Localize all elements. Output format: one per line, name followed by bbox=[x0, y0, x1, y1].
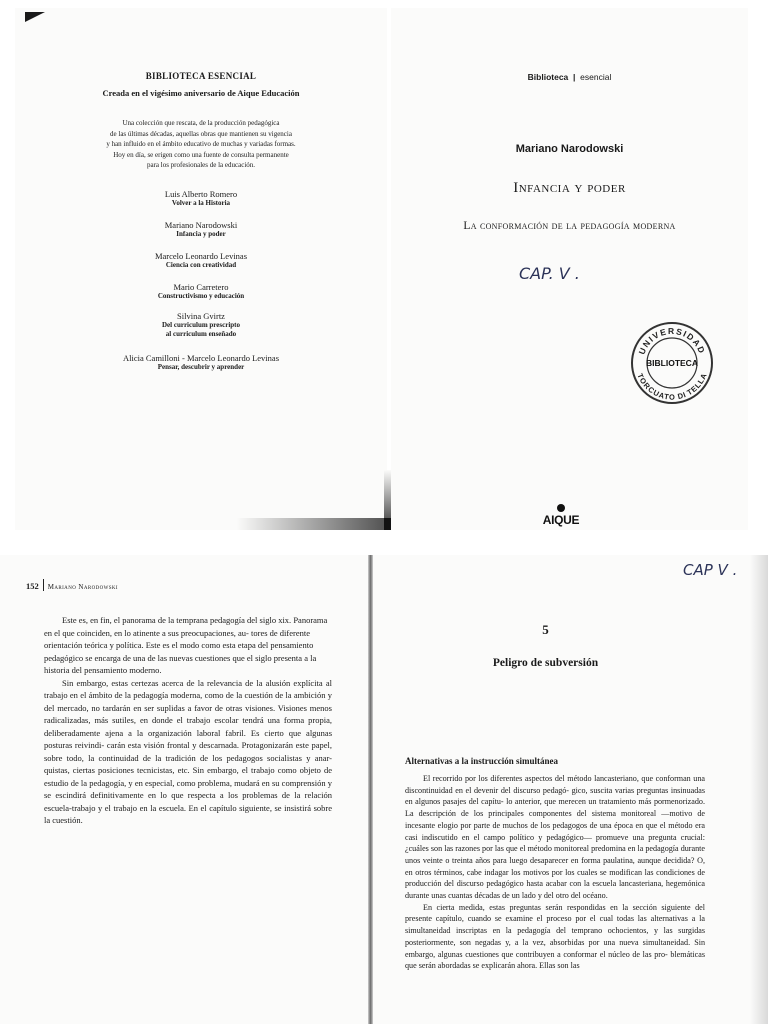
paragraph bbox=[44, 677, 332, 827]
collection-heading: BIBLIOTECA ESENCIAL bbox=[145, 71, 257, 81]
author-name: Mariano Narodowski bbox=[515, 143, 624, 155]
book-title: Del curriculum prescripto bbox=[161, 321, 241, 329]
book-entry bbox=[15, 220, 387, 239]
handwritten-chapter-note: CAP V . bbox=[683, 561, 738, 579]
text-line: donde el trabajo escolar tendrá una forma propia, deliberadamente ajena bbox=[44, 715, 332, 738]
book-author: Alicia Camilloni - Marcelo Leonardo Levinas bbox=[122, 353, 280, 363]
text-line: tores de diferente orientación teórica y política. Este es el modo como bbox=[44, 627, 310, 650]
text-line: cuestión de la ambición y del mercado, no tardarán en ser suplidas a bbox=[44, 690, 333, 713]
title-page bbox=[391, 8, 748, 530]
book-page-152 bbox=[0, 555, 368, 1024]
book-title: Ciencia con creatividad bbox=[165, 261, 237, 269]
series-name-b: esencial bbox=[580, 72, 612, 82]
paragraph bbox=[44, 614, 332, 677]
text-line: cual todas las alternativas a la simultaneidad inscriptas en la pedagogía bbox=[405, 914, 705, 936]
description-line: y han influido en el ámbito educativo de muchas y variadas formas. bbox=[106, 140, 296, 148]
book-author: Mario Carretero bbox=[173, 282, 229, 292]
description-line: de las últimas décadas, aquellas obras que mantienen su vigencia bbox=[110, 129, 292, 138]
stamp-bottom-text: TORCUATO DI TELLA bbox=[635, 372, 709, 402]
text-line: durante unas cuantas décadas de un lado y del otro del océano. bbox=[405, 891, 608, 901]
running-header bbox=[26, 579, 118, 591]
book-author: Luis Alberto Romero bbox=[164, 189, 238, 199]
book-title: Infancia y poder bbox=[513, 180, 626, 196]
text-line: cuestiones que el siglo presenta a la historia del pensamiento moderno. bbox=[44, 652, 317, 675]
publisher-logo bbox=[541, 504, 581, 527]
text-line: unos veinte o treinta años para luego desaparecer en forma paulatina, bbox=[405, 855, 635, 865]
text-line: Panorama en el que coinciden, en lo atinente a sus preocupaciones, au- bbox=[44, 615, 328, 638]
text-line: En cierta medida, estas preguntas serán respondidas en la sección bbox=[423, 902, 657, 912]
page-number: 152 bbox=[26, 581, 39, 591]
book-title: Volver a la Historia bbox=[171, 199, 231, 207]
text-line: todo, la continuidad de la tradición de los pedagogos socialistas y anar- bbox=[66, 752, 333, 763]
paragraph bbox=[405, 902, 705, 972]
book-entry bbox=[15, 311, 387, 339]
text-line: y, a la vez, absorbidas por una nueva simultaneidad. Sin embargo, bbox=[405, 937, 705, 959]
body-text bbox=[405, 773, 705, 972]
book-subtitle: La conformación de la pedagogía moderna bbox=[463, 220, 676, 232]
book-author: Mariano Narodowski bbox=[164, 220, 238, 230]
text-line: aunque decidida? O, en otros términos, cabe indagar los motivos por bbox=[405, 855, 706, 877]
stamp-top-text: UNIVERSIDAD bbox=[636, 325, 708, 356]
book-entry bbox=[15, 282, 387, 301]
running-head-author: Mariano Narodowski bbox=[47, 583, 118, 591]
book-title: al curriculum enseñado bbox=[165, 330, 237, 338]
collection-subheading: Creada en el vigésimo aniversario de Aique Educación bbox=[102, 88, 300, 98]
book-entry bbox=[15, 189, 387, 208]
text-line: objeto de estudio de la pedagogía, y en especial, como problema, bbox=[44, 765, 332, 788]
stamp-center-text: BIBLIOTECA bbox=[646, 358, 698, 368]
page-edge-shadow bbox=[750, 555, 768, 1024]
book-author: Marcelo Leonardo Levinas bbox=[154, 251, 248, 261]
text-line: pedagógico hasta acabar con la escuela lancasteriana, hegemónica bbox=[486, 879, 705, 889]
svg-text:TORCUATO DI TELLA bbox=[635, 372, 708, 402]
text-line: y pedagógico— promueve una pregunta crucial: ¿cuáles son las razones bbox=[405, 832, 705, 854]
text-line: respecta a los problemas de la relación escuela-trabajo y el trabajo en bbox=[44, 790, 333, 813]
chapter-number: 5 bbox=[542, 622, 549, 637]
corner-mark-decoration bbox=[25, 12, 47, 24]
text-line: siguiente del presente capítulo, cuando se examine el proceso por el bbox=[405, 902, 705, 924]
description-line: Hoy en día, se erigen como una fuente de consulta permanente bbox=[113, 150, 289, 159]
chapter-title: Peligro de subversión bbox=[492, 657, 599, 669]
text-line: los cuales se modifican las condiciones de producción del discurso bbox=[405, 867, 706, 889]
text-line: carán esta visión frontal y descarnada. Protagonizarán este papel, sobre bbox=[44, 740, 332, 763]
description-line: para los profesionales de la educación. bbox=[146, 161, 256, 169]
text-line: explícita al trabajo en el ámbito de la pedagogía moderna, como de la bbox=[44, 677, 333, 700]
text-line: blemáticas que serán abordadas se explicarán ahora. Ellas son las bbox=[405, 949, 705, 971]
library-stamp bbox=[629, 320, 715, 406]
book-title: Infancia y poder bbox=[176, 230, 226, 238]
book-entry bbox=[15, 251, 387, 270]
text-line: esta etapa del pensamiento pedagógico se encarga de una de las nuevas bbox=[44, 640, 314, 663]
collection-description bbox=[15, 118, 387, 171]
scan-edge bbox=[15, 518, 384, 530]
text-line: —motivo de incesante elogio por parte de muchos de los pedagogos de bbox=[405, 809, 705, 830]
text-line: por las que el método monitoreal predomina en la pedagogía durante bbox=[482, 844, 705, 854]
paragraph bbox=[405, 773, 705, 902]
publisher-name: AIQUE bbox=[542, 513, 580, 527]
text-line: descripción de los principales componentes del sistema monitoreal bbox=[418, 809, 657, 819]
book-page-chapter-5 bbox=[373, 555, 768, 1024]
section-heading: Alternativas a la instrucción simultánea bbox=[405, 756, 558, 766]
header-rule bbox=[43, 579, 44, 591]
text-line: lo anterior, que merecen un tratamiento más pormenorizado. La bbox=[405, 797, 705, 819]
book-title: Pensar, descubrir y aprender bbox=[157, 363, 245, 371]
text-line: una época en que el método era casi indiscutido en el campo político bbox=[405, 820, 705, 842]
text-line: algunas cuestiones que contribuyen a conformar el núcleo de las pro- bbox=[437, 949, 668, 959]
book-title: Constructivismo y educación bbox=[157, 292, 245, 300]
text-line: Este es, en fin, el panorama de la temprana pedagogía del siglo xix. bbox=[62, 615, 292, 625]
series-name: Biblioteca | esencial bbox=[527, 72, 612, 82]
publisher-dot-icon bbox=[557, 504, 565, 512]
text-line: El recorrido por los diferentes aspectos del método lancasteriano, bbox=[423, 774, 639, 783]
description-line: Una colección que rescata, de la producción pedagógica bbox=[122, 119, 280, 127]
text-line: gico, suscita varias preguntas insinuadas en algunos pasajes del capítu- bbox=[405, 785, 705, 807]
front-matter-left-page bbox=[15, 8, 387, 530]
series-name-a: Biblioteca bbox=[527, 72, 569, 82]
book-author: Silvina Gvirtz bbox=[177, 311, 225, 321]
handwritten-chapter-note: CAP. V . bbox=[519, 264, 580, 283]
text-line: a la organización laboral fabril. Es cierto que algunas posturas reivindi- bbox=[44, 727, 333, 750]
body-text bbox=[44, 614, 332, 827]
text-line: Sin embargo, estas certezas acerca de la relevancia de la alusión bbox=[62, 677, 291, 688]
text-line: del temprano ochocientos, y las surgidas posteriormente, son negadas bbox=[405, 926, 706, 947]
text-line: quistas, ciertas posiciones tecnicistas, etc. Sin embargo, el trabajo como bbox=[44, 765, 297, 775]
text-line: la escuela. En el capítulo siguiente, se insistirá sobre la cuestión. bbox=[44, 802, 332, 825]
text-line: favor de otras visiones. Visiones menos radicalizadas, más sutiles, en bbox=[44, 702, 332, 725]
book-entry bbox=[15, 353, 387, 372]
text-line: que conforman una discontinuidad en el devenir del discurso pedagó- bbox=[405, 774, 705, 795]
text-line: mudará en su comprensión y se escindirá definitivamente en lo que bbox=[44, 777, 332, 800]
